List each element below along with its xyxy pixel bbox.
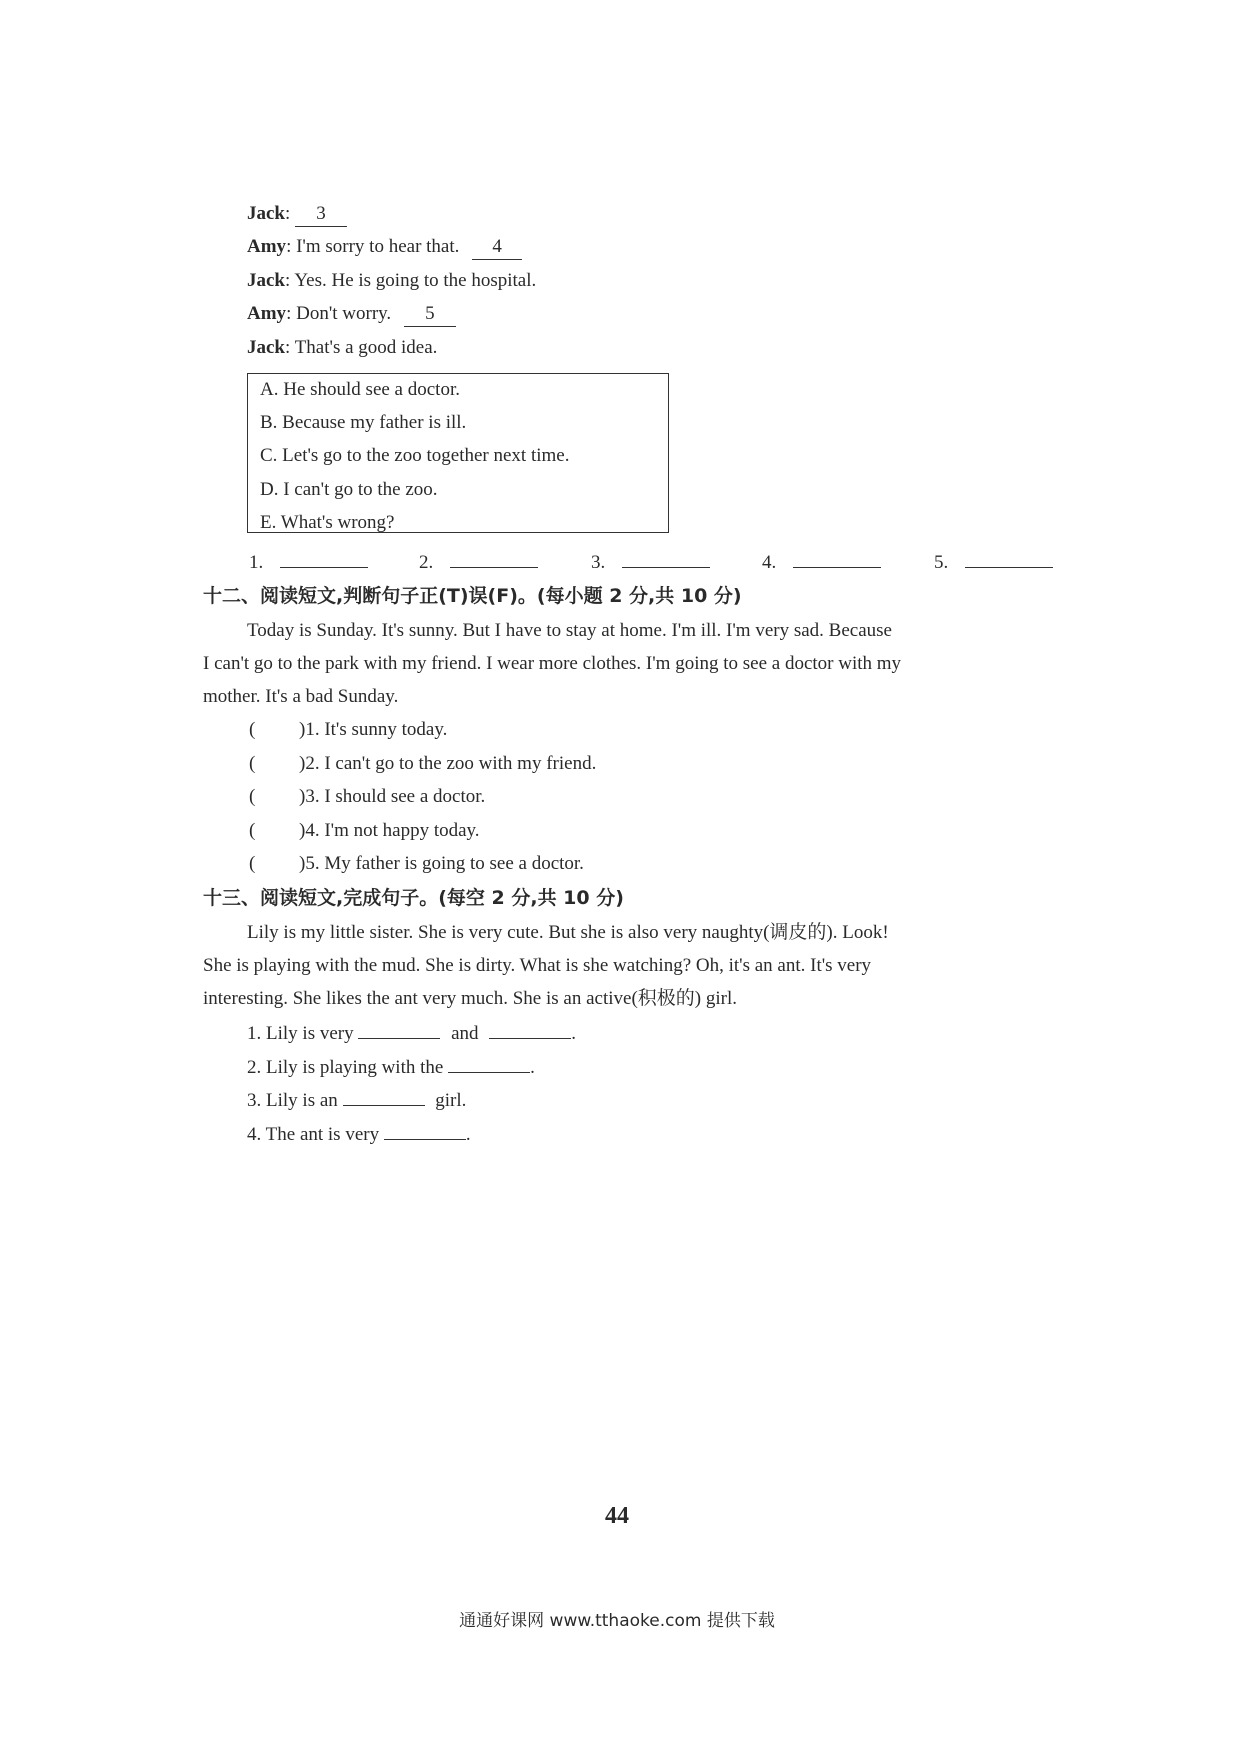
dialogue-text: Yes. He is going to the hospital.: [294, 270, 537, 291]
answer-blank[interactable]: [358, 1020, 440, 1039]
answer-blank[interactable]: [384, 1121, 466, 1140]
speaker-name: Amy: [247, 303, 287, 324]
option-b: B. Because my father is ill.: [260, 412, 467, 433]
blank-number: 5: [425, 303, 435, 324]
question-text: 3. Lily is an: [247, 1090, 338, 1111]
passage-line: interesting. She likes the ant very much. She is an active(积极的) girl.: [203, 988, 737, 1009]
completion-question-1: [247, 1020, 576, 1046]
answer-paren[interactable]: (: [249, 719, 256, 740]
speaker-name: Jack: [247, 270, 285, 291]
answer-blank[interactable]: [793, 549, 881, 568]
dialogue-line-4: [247, 302, 456, 327]
passage-line: [203, 916, 1073, 949]
option-a: A. He should see a doctor.: [260, 379, 460, 400]
tf-item-1: [249, 718, 447, 742]
answer-slot-5: [934, 549, 1053, 575]
dialogue-text: That's a good idea.: [294, 337, 438, 358]
tf-item-3: [249, 785, 485, 809]
speaker-colon: :: [286, 303, 292, 324]
dialogue-text: I'm sorry to hear that.: [296, 236, 460, 257]
tf-statement: )2. I can't go to the zoo with my friend.: [299, 753, 597, 774]
answer-slot-1: [249, 549, 368, 575]
options-box: [247, 373, 669, 533]
dialogue-line-2: [247, 235, 522, 260]
answer-paren[interactable]: (: [249, 786, 256, 807]
speaker-colon: :: [286, 236, 292, 257]
answer-blank[interactable]: [343, 1087, 425, 1106]
passage-line: mother. It's a bad Sunday.: [203, 686, 399, 707]
section-13-passage: [203, 916, 1073, 1015]
dialogue-line-3: [247, 269, 536, 293]
option-c: C. Let's go to the zoo together next time.: [260, 445, 570, 466]
answer-slot-4: [762, 549, 881, 575]
answer-blank[interactable]: [450, 549, 538, 568]
answer-blank[interactable]: [965, 549, 1053, 568]
answer-number: 2.: [419, 552, 434, 573]
answer-paren[interactable]: (: [249, 753, 256, 774]
completion-question-3: [247, 1087, 466, 1113]
option-d: D. I can't go to the zoo.: [260, 479, 438, 500]
section-12-passage: [203, 614, 1073, 713]
passage-line: I can't go to the park with my friend. I wear more clothes. I'm going to see a doctor with my: [203, 653, 902, 674]
passage-text: Today is Sunday. It's sunny. But I have to stay at home. I'm ill. I'm very sad. Because: [247, 620, 892, 641]
answer-paren[interactable]: (: [249, 853, 256, 874]
question-text: .: [571, 1023, 577, 1044]
dialogue-blank: [295, 202, 347, 227]
answer-blank[interactable]: [622, 549, 710, 568]
question-text: 4. The ant is very: [247, 1124, 380, 1145]
tf-item-5: [249, 852, 584, 876]
dialogue-line-1: [247, 202, 347, 227]
download-footer: 通通好课网 www.tthaoke.com 提供下载: [459, 1611, 775, 1631]
passage-line: She is playing with the mud. She is dirty. What is she watching? Oh, it's an ant. It's very: [203, 955, 872, 976]
question-text: .: [530, 1057, 535, 1078]
completion-question-4: [247, 1121, 471, 1147]
question-text: .: [465, 1124, 471, 1145]
passage-text: Lily is my little sister. She is very cute. But she is also very naughty(调皮的). Look!: [247, 922, 889, 943]
section-13-heading: 十三、阅读短文,完成句子。(每空 2 分,共 10 分): [203, 887, 624, 909]
answer-paren[interactable]: (: [249, 820, 256, 841]
completion-question-2: [247, 1054, 535, 1080]
dialogue-blank: [404, 302, 456, 327]
answer-number: 4.: [762, 552, 777, 573]
tf-statement: )1. It's sunny today.: [299, 719, 448, 740]
dialogue-blank: [472, 235, 522, 260]
answer-blank[interactable]: [448, 1054, 530, 1073]
question-text: and: [451, 1023, 479, 1044]
blank-number: 4: [492, 236, 502, 257]
dialogue-line-5: [247, 336, 437, 360]
option-e: E. What's wrong?: [260, 512, 395, 533]
speaker-colon: :: [285, 270, 291, 291]
question-text: 2. Lily is playing with the: [247, 1057, 444, 1078]
answer-blank[interactable]: [280, 549, 368, 568]
tf-item-4: [249, 819, 480, 843]
answer-blank[interactable]: [489, 1020, 571, 1039]
answer-slot-2: [419, 549, 538, 575]
question-text: girl.: [435, 1090, 467, 1111]
answer-number: 3.: [591, 552, 606, 573]
speaker-name: Jack: [247, 203, 285, 224]
tf-statement: )3. I should see a doctor.: [299, 786, 486, 807]
answer-number: 5.: [934, 552, 949, 573]
blank-number: 3: [316, 203, 326, 224]
tf-statement: )5. My father is going to see a doctor.: [299, 853, 584, 874]
page-number: 44: [605, 1503, 629, 1529]
section-12-heading: 十二、阅读短文,判断句子正(T)误(F)。(每小题 2 分,共 10 分): [203, 585, 742, 607]
question-text: 1. Lily is very: [247, 1023, 354, 1044]
speaker-name: Jack: [247, 337, 285, 358]
tf-item-2: [249, 752, 596, 776]
passage-line: [203, 614, 1073, 647]
answer-slot-3: [591, 549, 710, 575]
answer-number: 1.: [249, 552, 264, 573]
speaker-colon: :: [285, 203, 291, 224]
tf-statement: )4. I'm not happy today.: [299, 820, 480, 841]
speaker-colon: :: [285, 337, 291, 358]
speaker-name: Amy: [247, 236, 287, 257]
dialogue-text: Don't worry.: [296, 303, 392, 324]
